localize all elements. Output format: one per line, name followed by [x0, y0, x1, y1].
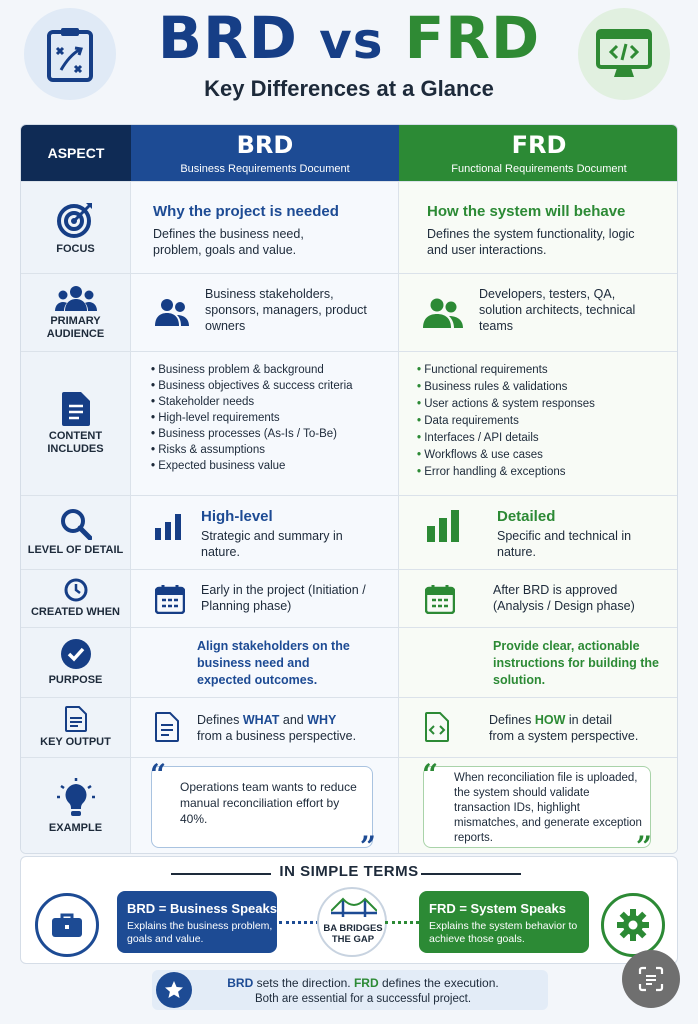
- quote-open-icon: “: [422, 758, 439, 791]
- list-item: • Business processes (As-Is / To-Be): [151, 426, 381, 442]
- frd-example-text: When reconciliation file is uploaded, the system should validate transaction IDs, highlight mismatches, and generate exception reports.: [454, 772, 642, 844]
- list-item: • Workflows & use cases: [417, 447, 657, 464]
- gear-icon: [601, 893, 665, 957]
- quote-close-icon: ”: [635, 830, 652, 854]
- frd-created-text: After BRD is approved (Analysis / Design phase): [493, 583, 635, 613]
- frd-detail-text: Specific and technical in nature.: [497, 529, 632, 559]
- brd-content-list: [151, 362, 381, 474]
- connector: [385, 921, 419, 924]
- list-item: • User actions & system responses: [417, 396, 657, 413]
- calendar-icon: [425, 584, 455, 614]
- quote-open-icon: “: [150, 758, 167, 791]
- row-detail: [21, 495, 678, 569]
- brd-header: BRD Business Requirements Document: [131, 125, 399, 181]
- scan-text-icon: [638, 966, 664, 992]
- list-item: • Business problem & background: [151, 362, 381, 378]
- list-item: • Risks & assumptions: [151, 442, 381, 458]
- simple-terms-section: [20, 856, 678, 964]
- list-item: • Business objectives & success criteria: [151, 378, 381, 394]
- frd-audience-text: Developers, testers, QA, solution architects, technical teams: [479, 287, 636, 333]
- quote-close-icon: ”: [359, 830, 376, 854]
- document-icon: [62, 392, 90, 426]
- frd-content-list: [417, 362, 657, 481]
- file-icon: [65, 706, 87, 732]
- frd-summary: FRD = System Speaks Explains the system behavior to achieve those goals.: [419, 891, 589, 953]
- frd-focus-title: How the system will behave: [427, 203, 626, 220]
- aspect-header: ASPECT: [21, 125, 131, 181]
- file-icon: [155, 712, 179, 742]
- clock-icon: [64, 578, 88, 602]
- divider: [421, 873, 521, 875]
- list-item: • Interfaces / API details: [417, 430, 657, 447]
- frd-detail-title: Detailed: [497, 508, 556, 525]
- aspect-label: PURPOSE: [48, 674, 103, 686]
- list-item: • Expected business value: [151, 458, 381, 474]
- target-icon: [56, 199, 96, 239]
- brd-summary: BRD = Business Speaks Explains the business problem, goals and value.: [117, 891, 277, 953]
- calendar-icon: [155, 584, 185, 614]
- aspect-label: LEVEL OF DETAIL: [27, 544, 124, 556]
- brd-example-text: Operations team wants to reduce manual reconciliation effort by 40%.: [180, 780, 357, 826]
- people-icon: [55, 285, 97, 311]
- frd-purpose-text: Provide clear, actionable instructions for building the solution.: [493, 639, 659, 687]
- page-title: BRD vs FRD: [157, 4, 541, 72]
- brd-detail-title: High-level: [201, 508, 273, 525]
- bridge-badge: [317, 887, 387, 957]
- list-item: • Error handling & exceptions: [417, 464, 657, 481]
- frd-header: FRD Functional Requirements Document: [399, 125, 678, 181]
- code-monitor-icon: [578, 8, 670, 100]
- row-audience: [21, 273, 678, 351]
- aspect-label: CONTENT INCLUDES: [47, 429, 104, 455]
- brd-focus-text: Defines the business need, problem, goals and value.: [153, 227, 304, 257]
- brd-output-text: Defines WHAT and WHY from a business perspective.: [197, 713, 357, 743]
- briefcase-icon: [35, 893, 99, 957]
- row-content: [21, 351, 678, 495]
- page-subtitle: Key Differences at a Glance: [204, 76, 494, 101]
- star-icon: [156, 972, 192, 1008]
- brd-audience-text: Business stakeholders, sponsors, managers, product owners: [205, 287, 367, 333]
- people-icon: [423, 298, 463, 328]
- footer-note: BRD sets the direction. FRD defines the execution. Both are essential for a successful project.: [152, 970, 548, 1010]
- people-icon: [155, 298, 189, 326]
- aspect-label: FOCUS: [56, 243, 95, 255]
- aspect-label: PRIMARY AUDIENCE: [46, 314, 105, 340]
- aspect-label: EXAMPLE: [48, 822, 103, 834]
- frd-example-box: [422, 758, 652, 854]
- list-item: • Functional requirements: [417, 362, 657, 379]
- aspect-label: KEY OUTPUT: [40, 736, 111, 748]
- row-example: [21, 757, 678, 854]
- bar-chart-icon: [155, 514, 181, 540]
- section-title: IN SIMPLE TERMS: [279, 863, 419, 880]
- bridge-icon: [331, 897, 377, 919]
- row-output: [21, 697, 678, 757]
- brd-example-box: [150, 758, 376, 854]
- brd-focus-title: Why the project is needed: [153, 203, 339, 220]
- checkmark-icon: [60, 638, 92, 670]
- brd-detail-text: Strategic and summary in nature.: [201, 529, 343, 559]
- magnifier-icon: [60, 508, 92, 540]
- comparison-table: [20, 124, 678, 854]
- list-item: • High-level requirements: [151, 410, 381, 426]
- brd-created-text: Early in the project (Initiation / Planning phase): [201, 583, 366, 613]
- header: [0, 0, 698, 120]
- frd-output-text: Defines HOW in detail from a system perspective.: [489, 713, 639, 743]
- connector: [279, 921, 319, 924]
- lens-search-button[interactable]: [622, 950, 680, 1008]
- row-created: [21, 569, 678, 627]
- code-file-icon: [425, 712, 449, 742]
- aspect-label: CREATED WHEN: [30, 606, 120, 618]
- list-item: • Business rules & validations: [417, 379, 657, 396]
- brd-purpose-text: Align stakeholders on the business need and expected outcomes.: [197, 639, 350, 687]
- frd-focus-text: Defines the system functionality, logic and user interactions.: [427, 227, 635, 257]
- list-item: • Data requirements: [417, 413, 657, 430]
- bridge-label: BA BRIDGES THE GAP: [323, 923, 383, 945]
- list-item: • Stakeholder needs: [151, 394, 381, 410]
- lightbulb-icon: [57, 778, 95, 818]
- row-focus: [21, 181, 678, 273]
- row-purpose: [21, 627, 678, 697]
- bar-chart-icon: [427, 510, 459, 542]
